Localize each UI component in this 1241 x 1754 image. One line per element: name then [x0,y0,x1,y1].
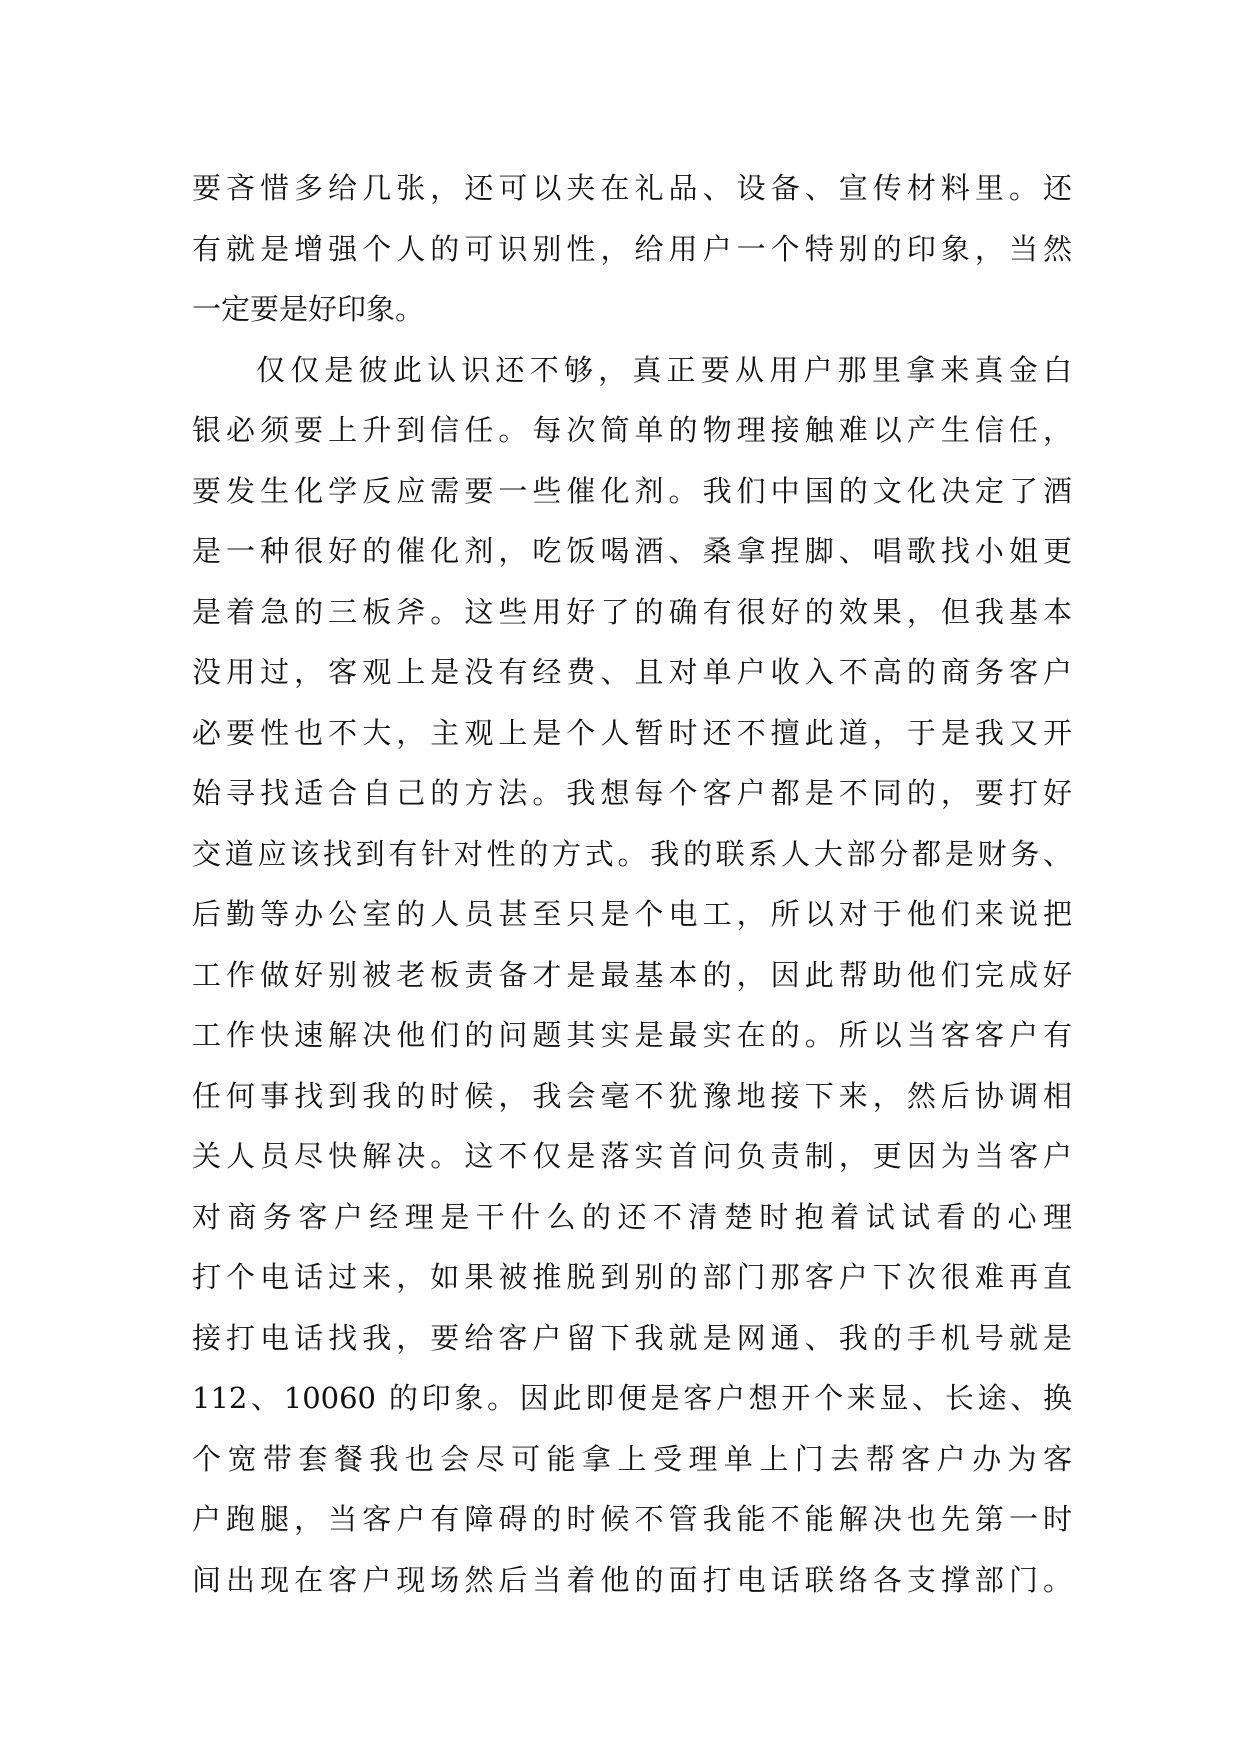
text-line: 要吝惜多给几张，还可以夹在礼品、设备、宣传材料里。还 [192,171,1072,205]
text-line: 始寻找适合自己的方法。我想每个客户都是不同的，要打好 [192,776,1072,810]
text-line: 工作快速解决他们的问题其实是最实在的。所以当客客户有 [192,1018,1072,1052]
text-line: 没用过，客观上是没有经费、且对单户收入不高的商务客户 [192,655,1072,689]
text-line: 关人员尽快解决。这不仅是落实首问负责制，更因为当客户 [192,1139,1072,1173]
text-line: 银必须要上升到信任。每次简单的物理接触难以产生信任， [192,413,1072,447]
text-line: 112、10060 的印象。因此即便是客户想开个来显、长途、换 [192,1381,1072,1415]
text-line: 打个电话过来，如果被推脱到别的部门那客户下次很难再直 [192,1260,1072,1294]
text-line: 户跑腿，当客户有障碍的时候不管我能不能解决也先第一时 [192,1502,1072,1536]
text-line: 有就是增强个人的可识别性，给用户一个特别的印象，当然 [192,231,1072,266]
body-text [192,158,1072,1610]
text-line: 仅仅是彼此认识还不够，真正要从用户那里拿来真金白 [256,352,1072,387]
text-line: 交道应该找到有针对性的方式。我的联系人大部分都是财务、 [192,836,1072,871]
text-line: 工作做好别被老板责备才是最基本的，因此帮助他们完成好 [192,957,1072,992]
text-line: 是一种很好的催化剂，吃饭喝酒、桑拿捏脚、唱歌找小姐更 [192,534,1072,568]
text-line: 接打电话找我，要给客户留下我就是网通、我的手机号就是 [192,1320,1072,1355]
text-line: 对商务客户经理是干什么的还不清楚时抱着试试看的心理 [192,1199,1072,1234]
text-line: 是着急的三板斧。这些用好了的确有很好的效果，但我基本 [192,594,1072,629]
text-line: 个宽带套餐我也会尽可能拿上受理单上门去帮客户办为客 [192,1441,1072,1476]
text-line: 必要性也不大，主观上是个人暂时还不擅此道，于是我又开 [192,715,1072,750]
text-line: 一定要是好印象。 [192,292,425,326]
text-line: 要发生化学反应需要一些催化剂。我们中国的文化决定了酒 [192,473,1072,508]
text-line: 任何事找到我的时候，我会毫不犹豫地接下来，然后协调相 [192,1078,1072,1113]
text-line: 间出现在客户现场然后当着他的面打电话联络各支撑部门。 [192,1562,1072,1597]
text-line: 后勤等办公室的人员甚至只是个电工，所以对于他们来说把 [192,897,1072,931]
